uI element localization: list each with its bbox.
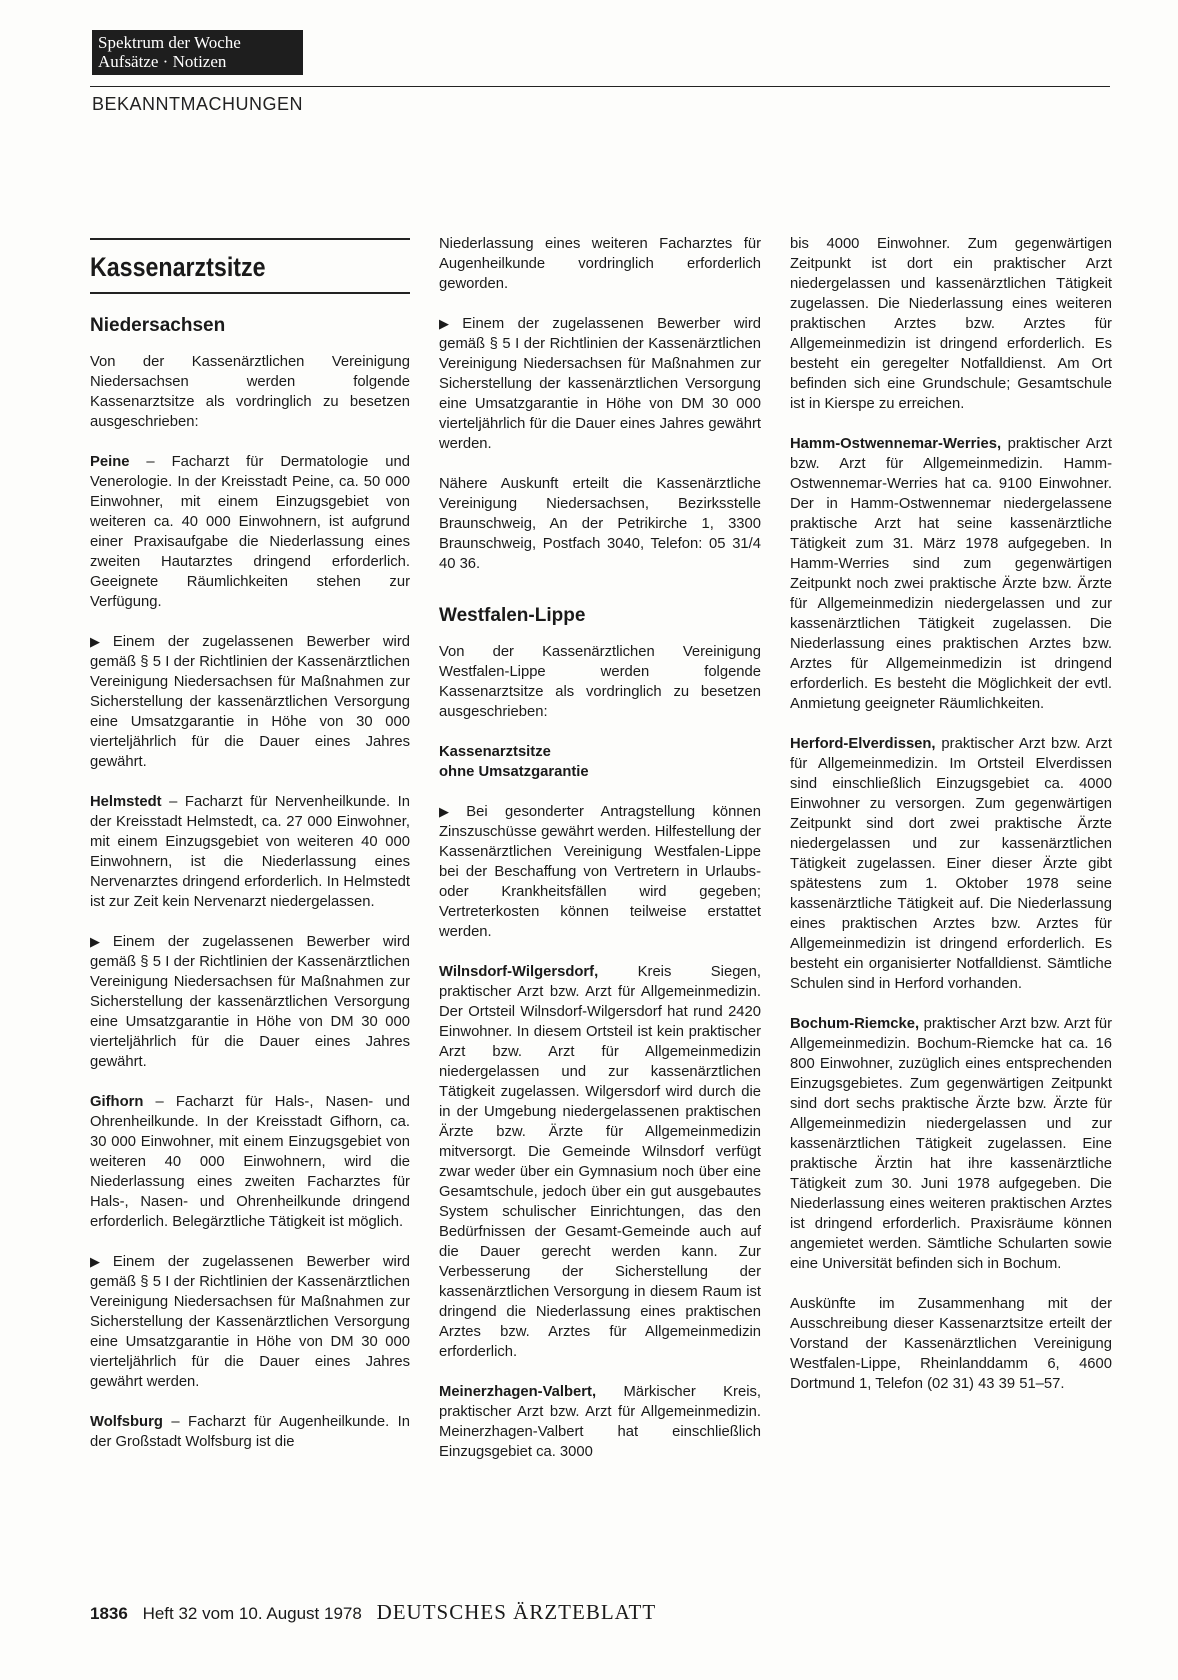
entry-meinerzhagen: [439, 1382, 761, 1462]
guarantee-paragraph: [90, 932, 410, 1072]
page-footer: [90, 1600, 656, 1625]
contact-westfalen-lippe: Auskünfte im Zusammenhang mit der Ausschreibung dieser Kassenarztsitze erteilt der Vorstand der Kassenärztlichen Vereinigung Westfalen-Lippe, Rheinlanddamm 6, 4600 Dortmund 1, Telefon (02 31) 43 39 51–57.: [790, 1296, 1112, 1392]
continuation-text: bis 4000 Einwohner. Zum gegenwärtigen Zeitpunkt ist dort ein praktischer Arzt niedergelassen und kassenärztlichen Tätigkeit zugelassen. Die Niederlassung eines weiteren praktischen Arztes bzw. Arztes für Allgemeinmedizin ist dringend erforderlich. Es besteht ein geregelter Notfalldienst. Am Ort befinden sich eine Grundschule; Gesamtschule ist in Kierspe zu erreichen.: [790, 236, 1112, 412]
entry-text: – Facharzt für Augenheilkunde. In der Großstadt Wolfsburg ist die: [90, 1414, 410, 1450]
guarantee-text: Einem der zugelassenen Bewerber wird gemäß § 5 I der Richtlinien der Kassenärztlichen Vereinigung Niedersachsen für Maßnahmen zur Sicherstellung der Kassenärztlichen Versorgung eine Umsatzgarantie in Höhe von DM 30 000 vierteljährlich für die Dauer eines Jahres gewährt werden.: [90, 1254, 410, 1390]
subheading-ohne-umsatzgarantie: [439, 742, 761, 782]
triangle-bullet-icon: ▶: [90, 1254, 109, 1269]
entry-text: – Facharzt für Dermatologie und Venerologie. In der Kreisstadt Peine, ca. 50 000 Einwohner, mit einem Einzugsgebiet von weiteren ca. 40 000 Einwohnern, ist aufgrund einer Praxisaufgabe die Niederlassung eines zweiten Hautarztes dringend erforderlich. Geeignete Räumlichkeiten stehen zur Verfügung.: [90, 454, 410, 610]
contact-niedersachsen: Nähere Auskunft erteilt die Kassenärztliche Vereinigung Niedersachsen, Bezirksstelle Braunschweig, An der Petrikirche 1, 3300 Braunschweig, Postfach 3040, Telefon: 05 31/4 40 36.: [439, 476, 761, 572]
entry-text: Märkischer Kreis, praktischer Arzt bzw. Arzt für Allgemeinmedizin. Meinerzhagen-Valbert hat einschließlich Einzugsgebiet ca. 3000: [439, 1384, 761, 1460]
triangle-bullet-icon: ▶: [439, 804, 463, 819]
entry-gifhorn: [90, 1092, 410, 1232]
continuation-text: Niederlassung eines weiteren Facharztes für Augenheilkunde vordringlich erforderlich geworden.: [439, 236, 761, 292]
entry-lead: Herford-Elverdissen,: [790, 736, 936, 752]
entry-lead: Bochum-Riemcke,: [790, 1016, 920, 1032]
entry-peine: [90, 452, 410, 612]
entry-bochum: [790, 1014, 1112, 1274]
entry-text: praktischer Arzt bzw. Arzt für Allgemeinmedizin. Im Ortsteil Elverdissen sind einschließlich Einzugsgebiet ca. 4000 Einwohner zu versorgen. Zum gegenwärtigen Zeitpunkt sind dort zwei praktische Ärzte niedergelassen und zur kassenärztlichen Tätigkeit zugelassen. Einer dieser Ärzte gibt spätestens zum 1. Oktober 1978 seine kassenärztliche Tätigkeit auf. Die Niederlassung eines praktischen Arztes bzw. Arztes für Allgemeinmedizin ist dringend erforderlich. Es besteht ein organisierter Notfalldienst. Sämtliche Schulen sind in Herford vorhanden.: [790, 736, 1112, 992]
subheading-line-1: Kassenarztsitze: [439, 744, 551, 760]
entry-lead: Wolfsburg: [90, 1414, 163, 1430]
region-heading-westfalen-lippe: Westfalen-Lippe: [439, 605, 586, 626]
masthead-line-1: Spektrum der Woche: [98, 33, 241, 52]
intro-westfalen-lippe: Von der Kassenärztlichen Vereinigung Westfalen-Lippe werden folgende Kassenarztsitze als vordringlich zu besetzen ausgeschrieben:: [439, 644, 761, 720]
section-heading: BEKANNTMACHUNGEN: [92, 94, 304, 114]
triangle-bullet-icon: ▶: [90, 634, 109, 649]
column-1: [90, 232, 410, 1472]
entry-lead: Helmstedt: [90, 794, 162, 810]
entry-text: Kreis Siegen, praktischer Arzt bzw. Arzt für Allgemeinmedizin. Der Ortsteil Wilnsdorf-Wilgersdorf hat rund 2420 Einwohner. In diesem Ortsteil ist kein praktischer Arzt bzw. Arzt für Allgemeinmedizin niedergelassen und zur kassenärztlichen Tätigkeit zugelassen. Wilgersdorf wird durch die in der Umgebung niedergelassenen praktischen Ärzte bzw. Ärzte für Allgemeinmedizin mitversorgt. Die Gemeinde Wilnsdorf verfügt zwar weder über ein Gymnasium noch über eine Gesamtschule, jedoch über ein gut ausgebautes System schulischer Einrichtungen, das den Bedürfnissen der Gesamt-Gemeinde auch auf die Dauer gerecht werden kann. Zur Verbesserung der Sicherstellung der kassenärztlichen Versorgung in diesem Raum ist dringend die Niederlassung eines praktischen Arztes bzw. Arztes für Allgemeinmedizin erforderlich.: [439, 964, 761, 1360]
guarantee-paragraph: [90, 632, 410, 772]
guarantee-paragraph: [90, 1252, 410, 1392]
triangle-bullet-icon: ▶: [439, 316, 459, 331]
page-number: 1836: [90, 1604, 128, 1623]
entry-helmstedt: [90, 792, 410, 912]
entry-herford: [790, 734, 1112, 994]
masthead-line-2: Aufsätze · Notizen: [98, 52, 227, 71]
top-divider: [90, 86, 1110, 87]
entry-lead: Hamm-Ostwennemar-Werries,: [790, 436, 1002, 452]
entry-text: – Facharzt für Nervenheilkunde. In der Kreisstadt Helmstedt, ca. 27 000 Einwohner, mit einem Einzugsgebiet von weiteren 40 000 Einwohnern, ist die Niederlassung eines Nervenarztes dringend erforderlich. In Helmstedt ist zur Zeit kein Nervenarzt niedergelassen.: [90, 794, 410, 910]
entry-text: praktischer Arzt bzw. Arzt für Allgemeinmedizin. Bochum-Riemcke hat ca. 16 800 Einwohner, zuzüglich eines entsprechenden Einzugsgebietes. Zum gegenwärtigen Zeitpunkt sind dort sechs praktische Ärzte bzw. Ärzte für Allgemeinmedizin niedergelassen und zur kassenärztlichen Tätigkeit zugelassen. Eine praktische Ärztin hat ihre kassenärztliche Tätigkeit zum 30. Juni 1978 aufgegeben. Die Niederlassung eines weiteren praktischen Arztes ist dringend erforderlich. Praxisräume können angemietet werden. Sämtliche Schularten sowie eine Universität befinden sich in Bochum.: [790, 1016, 1112, 1272]
region-heading-niedersachsen: Niedersachsen: [90, 315, 226, 336]
entry-lead: Meinerzhagen-Valbert,: [439, 1384, 597, 1400]
entry-lead: Wilnsdorf-Wilgersdorf,: [439, 964, 599, 980]
entry-hamm: [790, 434, 1112, 714]
issue-info: Heft 32 vom 10. August 1978: [142, 1604, 362, 1623]
entry-text: praktischer Arzt bzw. Arzt für Allgemeinmedizin. Hamm-Ostwennemar-Werries hat ca. 9100 Einwohner. Der in Hamm-Ostwennemar niedergelassene praktische Arzt hat seine kassenärztliche Tätigkeit zum 31. März 1978 aufgegeben. In Hamm-Werries sind zum gegenwärtigen Zeitpunkt noch zwei praktische Ärzte bzw. Ärzte für Allgemeinmedizin niedergelassen und zur kassenärztlichen Tätigkeit zugelassen. Die Niederlassung eines praktischen Arztes bzw. Arztes für Allgemeinmedizin ist dringend erforderlich. Es besteht die Möglichkeit der evtl. Anmietung geeigneter Räumlichkeiten.: [790, 436, 1112, 712]
guarantee-text: Einem der zugelassenen Bewerber wird gemäß § 5 I der Richtlinien der Kassenärztlichen Vereinigung Niedersachsen für Maßnahmen zur Sicherstellung der kassenärztlichen Versorgung eine Umsatzgarantie in Höhe von 30 000 vierteljährlich für die Dauer eines Jahres gewährt.: [90, 634, 410, 770]
zinszuschuss-text: Bei gesonderter Antragstellung können Zinszuschüsse gewährt werden. Hilfestellung der Kassenärztlichen Vereinigung Westfalen-Lippe bei der Beschaffung von Vertretern in Urlaubs- oder Krankheitsfällen wird gegeben; Vertreterkosten können teilweise erstattet werden.: [439, 804, 762, 940]
journal-name: DEUTSCHES ÄRZTEBLATT: [376, 1600, 657, 1624]
guarantee-text: Einem der zugelassenen Bewerber wird gemäß § 5 I der Richtlinien der Kassenärztlichen Vereinigung Niedersachsen für Maßnahmen zur Sicherstellung der kassenärztlichen Versorgung eine Umsatzgarantie in Höhe von DM 30 000 vierteljährlich für die Dauer eines Jahres gewährt werden.: [439, 316, 762, 452]
article-title: Kassenarztsitze: [90, 252, 266, 282]
intro-niedersachsen: Von der Kassenärztlichen Vereinigung Niedersachsen werden folgende Kassenarztsitze als vordringlich zu besetzen ausgeschrieben:: [90, 354, 410, 430]
entry-lead: Gifhorn: [90, 1094, 144, 1110]
entry-wilnsdorf: [439, 962, 761, 1362]
subheading-line-2: ohne Umsatzgarantie: [439, 764, 589, 780]
guarantee-text: Einem der zugelassenen Bewerber wird gemäß § 5 I der Richtlinien der Kassenärztlichen Vereinigung Niedersachsen für Maßnahmen zur Sicherstellung der kassenärztlichen Versorgung eine Umsatzgarantie in Höhe von DM 30 000 vierteljährlich für die Dauer eines Jahres gewährt.: [90, 934, 410, 1070]
zinszuschuss-paragraph: [439, 802, 761, 942]
column-3: [790, 234, 1112, 1414]
column-2: [439, 234, 761, 1482]
entry-text: – Facharzt für Hals-, Nasen- und Ohrenheilkunde. In der Kreisstadt Gifhorn, ca. 30 000 Einwohner, mit einem Einzugsgebiet von weiteren 40 000 Einwohnern, wird die Niederlassung eines zweiten Facharztes für Hals-, Nasen- und Ohrenheilkunde dringend erforderlich. Belegärztliche Tätigkeit ist möglich.: [90, 1094, 410, 1230]
entry-wolfsburg: [90, 1412, 410, 1452]
title-rule-top: [90, 238, 410, 240]
triangle-bullet-icon: ▶: [90, 934, 109, 949]
masthead-label: [92, 30, 303, 75]
title-rule-bottom: [90, 292, 410, 294]
entry-lead: Peine: [90, 454, 130, 470]
guarantee-paragraph: [439, 314, 761, 454]
